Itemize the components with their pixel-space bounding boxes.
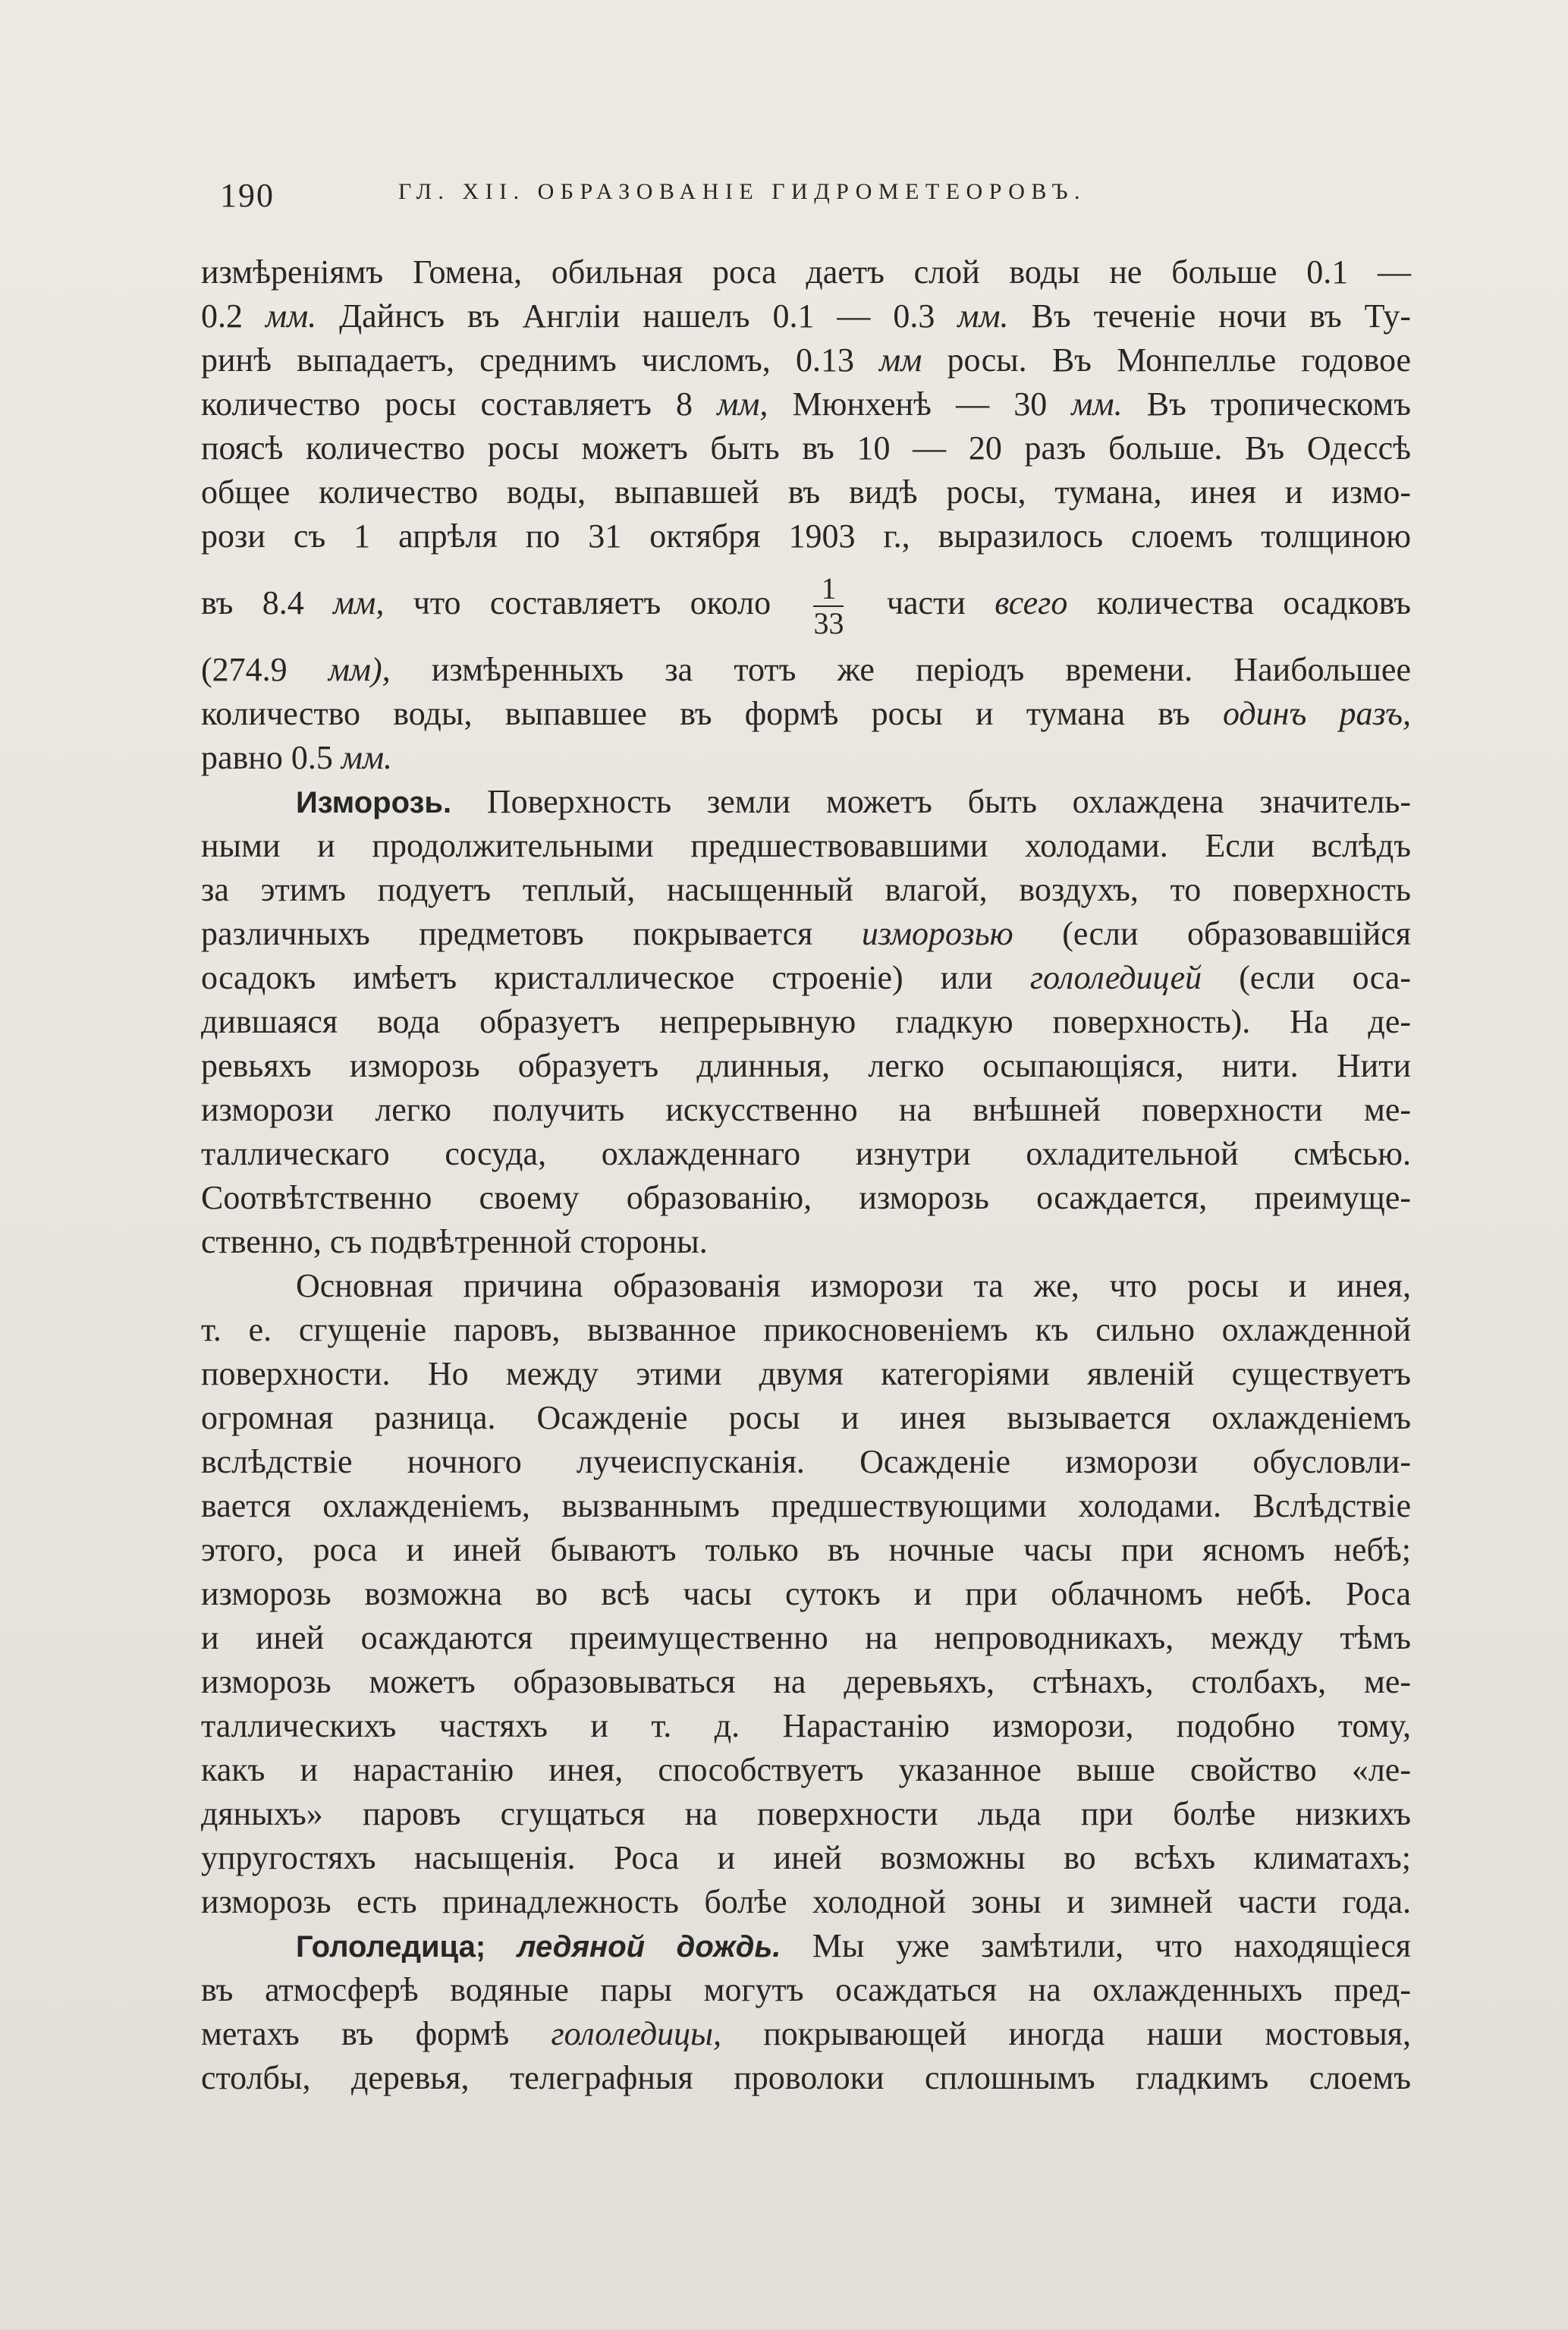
text-line: этого, роса и иней бываютъ только въ ночные часы при ясномъ небѣ; [201,1531,1411,1568]
text-line: количество воды, выпавшее въ формѣ росы и тумана въ одинъ разъ, [201,695,1411,732]
text-line: вается охлажденіемъ, вызваннымъ предшествующими холодами. Вслѣдствіе [201,1487,1411,1524]
text-line: дяныхъ» паровъ сгущаться на поверхности льда при болѣе низкихъ [201,1795,1411,1832]
text-line: изморозь возможна во всѣ часы сутокъ и при облачномъ небѣ. Роса [201,1575,1411,1612]
text-line: таллическаго сосуда, охлажденнаго изнутри охладительной смѣсью. [201,1135,1411,1172]
paragraph [201,1264,1411,1924]
paragraph [201,250,1411,780]
text-line: изморозь можетъ образовываться на деревьяхъ, стѣнахъ, столбахъ, ме- [201,1663,1411,1700]
page-header [220,176,1419,222]
section-heading: Гололедица; [296,1930,486,1964]
text-line: ринѣ выпадаетъ, среднимъ числомъ, 0.13 мм росы. Въ Монпеллье годовое [201,341,1412,379]
text-line: въ 8.4 мм, что составляетъ около $\frac{1}{33}$ части всего количества осадковъ [201,571,1412,640]
section-heading: Изморозь. [296,786,452,819]
text-line: т. е. сгущеніе паровъ, вызванное прикосновеніемъ къ сильно охлажденной [201,1311,1411,1348]
text-line: измѣреніямъ Гомена, обильная роса даетъ слой воды не больше 0.1 — [201,253,1411,291]
text-line: 0.2 мм. Дайнсъ въ Англіи нашелъ 0.1 — 0.3 мм. Въ теченіе ночи въ Ту- [201,297,1412,335]
running-head: ГЛ. XII. ОБРАЗОВАНІЕ ГИДРОМЕТЕОРОВЪ. [398,179,1087,204]
text-line: ными и продолжительными предшествовавшими холодами. Если вслѣдъ [201,827,1411,864]
fraction-numerator: 1 [813,572,844,607]
text-line: осадокъ имѣетъ кристаллическое строеніе) или гололедицей (если оса- [201,959,1412,996]
text-line: ревьяхъ изморозь образуетъ длинныя, легко осыпающіяся, нити. Нити [201,1047,1411,1084]
text-line: ственно, съ подвѣтренной стороны. [201,1223,708,1260]
text-line: какъ и нарастанію инея, способствуетъ указанное выше свойство «ле- [201,1751,1411,1788]
body-text [201,250,1411,2100]
page-number: 190 [220,177,275,214]
text-line: общее количество воды, выпавшей въ видѣ росы, тумана, инея и измо- [201,473,1411,511]
text-line: за этимъ подуетъ теплый, насыщенный влагой, воздухъ, то поверхность [201,871,1411,908]
text-line: количество росы составляетъ 8 мм, Мюнхенѣ — 30 мм. Въ тропическомъ [201,385,1412,423]
text-line: Гололедица; ледяной дождь. Мы уже замѣтили, что находящіеся [296,1927,1412,1964]
text-line: изморозь есть принадлежность болѣе холодной зоны и зимней части года. [201,1883,1411,1920]
section-heading-subtitle: ледяной дождь. [517,1930,781,1964]
paragraph [201,1924,1411,2100]
text-line: поверхности. Но между этими двумя категоріями явленій существуетъ [201,1355,1411,1392]
paragraph [201,780,1411,1264]
text-line: поясѣ количество росы можетъ быть въ 10 — 20 разъ больше. Въ Одессѣ [201,429,1411,467]
text-line: таллическихъ частяхъ и т. д. Нарастанію изморози, подобно тому, [201,1707,1411,1744]
text-line: въ атмосферѣ водяные пары могутъ осаждаться на охлажденныхъ пред- [201,1971,1411,2008]
text-line: Соотвѣтственно своему образованію, изморозь осаждается, преимуще- [201,1179,1411,1216]
text-line: (274.9 мм), измѣренныхъ за тотъ же періодъ времени. Наибольшее [201,651,1411,688]
fraction-denominator: 33 [813,605,844,640]
text-line: изморози легко получить искусственно на внѣшней поверхности ме- [201,1091,1411,1128]
text-line: столбы, деревья, телеграфныя проволоки сплошнымъ гладкимъ слоемъ [201,2059,1411,2096]
fraction [813,572,844,640]
text-line: и иней осаждаются преимущественно на непроводникахъ, между тѣмъ [201,1619,1411,1656]
text-line: дившаяся вода образуетъ непрерывную гладкую поверхность). На де- [201,1003,1411,1040]
text-line: рози съ 1 апрѣля по 31 октября 1903 г., выразилось слоемъ толщиною [201,517,1411,555]
text-line: различныхъ предметовъ покрывается изморозью (если образовавшійся [201,915,1411,952]
text-line: равно 0.5 мм. [201,739,393,776]
text-line: Основная причина образованія изморози та же, что росы и инея, [296,1267,1411,1304]
text-line: вслѣдствіе ночного лучеиспусканія. Осажденіе изморози обусловли- [201,1443,1411,1480]
text-line: Изморозь. Поверхность земли можетъ быть охлаждена значитель- [296,783,1411,820]
text-line: огромная разница. Осажденіе росы и инея вызывается охлажденіемъ [201,1399,1411,1436]
text-line: метахъ въ формѣ гололедицы, покрывающей иногда наши мостовыя, [201,2015,1412,2052]
text-line: упругостяхъ насыщенія. Роса и иней возможны во всѣхъ климатахъ; [201,1839,1411,1876]
